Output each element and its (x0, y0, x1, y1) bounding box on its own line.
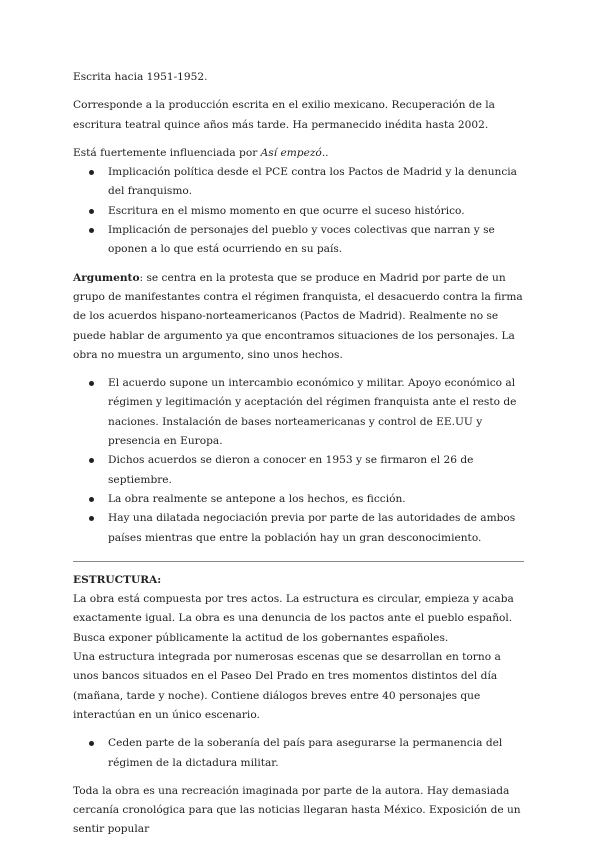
influence-paragraph (73, 144, 528, 163)
argumento-label: Argumento (73, 271, 140, 284)
final-paragraph: Toda la obra es una recreación imaginada por parte de la autora. Hay demasiada cercanía cronológica para que las noticias llegaran hasta México. Exposición de un sentir popular (73, 784, 521, 836)
date-paragraph: Escrita hacia 1951-1952. (73, 71, 208, 83)
context-paragraph: Corresponde a la producción escrita en el exilio mexicano. Recuperación de la escritura teatral quince años más tarde. Ha permanecido inédita hasta 2002. (73, 99, 495, 131)
influence-end: .. (321, 146, 329, 159)
list-item: Escritura en el mismo momento en que ocurre el suceso histórico. (73, 202, 528, 221)
bullet-icon (89, 170, 94, 175)
section-divider (73, 561, 524, 562)
bullet-icon (89, 497, 94, 502)
bullet-icon (89, 458, 94, 463)
list-item: Implicación política desde el PCE contra los Pactos de Madrid y la denuncia del franquismo. (73, 163, 528, 202)
estructura-paragraph-1: La obra está compuesta por tres actos. La estructura es circular, empieza y acaba exactamente igual. La obra es una denuncia de los pactos ante el pueblo español. Busca exponer públicamente la actitud de los gobernantes españoles. (73, 593, 514, 644)
estructura-heading: ESTRUCTURA: (73, 573, 162, 586)
bullet-icon (89, 516, 94, 521)
influence-title: Así empezó (260, 146, 322, 159)
argumento-text: : se centra en la protesta que se produce en Madrid por parte de un grupo de manifestantes contra el régimen franquista, el desacuerdo contra la firma de los acuerdos hispano-norteamericanos (Pactos de Madrid). Realmente no se puede hablar de argumento ya que encontramos situaciones de los personajes. La obra no muestra un argumento, sino unos hechos. (73, 271, 523, 361)
bullet-icon (89, 209, 94, 214)
bullet-icon (89, 228, 94, 233)
bullet-icon (89, 381, 94, 386)
influence-list (73, 163, 528, 259)
soberania-list (73, 734, 528, 773)
acuerdos-list (73, 374, 528, 548)
influence-text: Está fuertemente influenciada por (73, 146, 261, 159)
list-item: Dichos acuerdos se dieron a conocer en 1953 y se firmaron el 26 de septiembre. (73, 451, 528, 490)
estructura-paragraph-2: Una estructura integrada por numerosas escenas que se desarrollan en torno a unos bancos situados en el Paseo Del Prado en tres momentos distintos del día (mañana, tarde y noche). Contiene diálogos breves entre 40 personajes que interactúan en un único escenario. (73, 651, 501, 721)
list-item: Implicación de personajes del pueblo y voces colectivas que narran y se oponen a lo que está ocurriendo en su país. (73, 221, 528, 260)
list-item: Hay una dilatada negociación previa por parte de las autoridades de ambos países mientras que entre la población hay un gran desconocimiento. (73, 509, 528, 548)
list-item: La obra realmente se antepone a los hechos, es ficción. (73, 490, 528, 509)
bullet-icon (89, 741, 94, 746)
document-body (73, 68, 528, 840)
list-item: El acuerdo supone un intercambio económico y militar. Apoyo económico al régimen y legitimación y aceptación del régimen franquista ante el resto de naciones. Instalación de bases norteamericanas y control de EE.UU y presencia en Europa. (73, 374, 528, 451)
list-item: Ceden parte de la soberanía del país para asegurarse la permanencia del régimen de la dictadura militar. (73, 734, 528, 773)
argumento-paragraph (73, 269, 528, 365)
